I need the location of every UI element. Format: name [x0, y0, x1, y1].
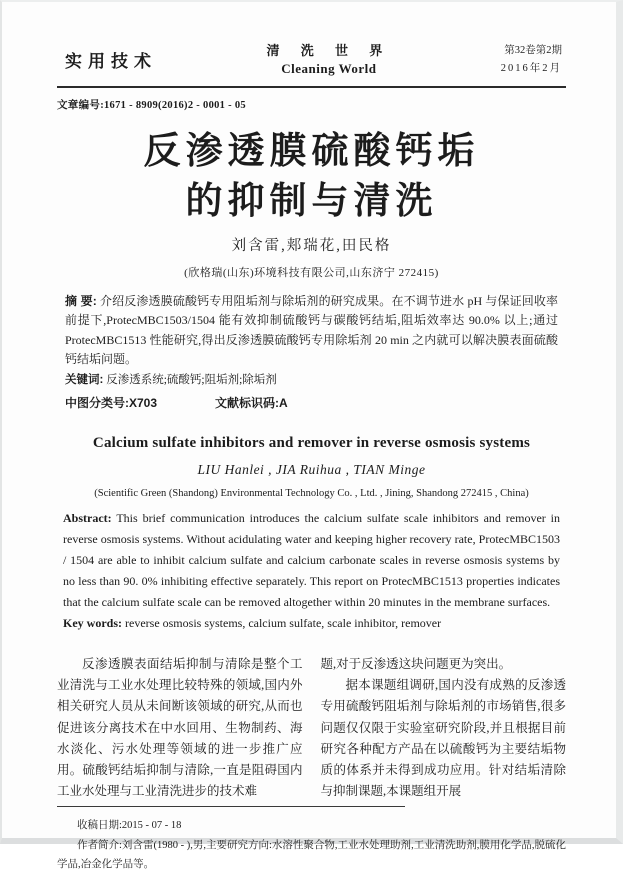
journal-title	[266, 42, 391, 77]
body-columns	[57, 654, 566, 803]
classification-line	[65, 394, 558, 411]
article-number: 文章编号:1671 - 8909(2016)2 - 0001 - 05	[57, 99, 246, 111]
abstract-en-text: This brief communication introduces the calcium sulfate scale inhibitors and remover in reverse osmosis systems. Without acidulating water and keeping higher recovery rate, ProtecMBC1503 / 1504 are able to inhibit calcium sulfate and calcium carbonate scales in reverse osmosis systems by no less than 90. 0% inhibiting effective separately. This report on ProtecMBC1513 properties indicates that the calcium sulfate scale can be removed altogether within 20 minutes in the membrane surfaces.	[63, 510, 560, 609]
article-title-cn-line2: 的抑制与清洗	[185, 179, 438, 221]
keywords-cn-text: 反渗透系统;硫酸钙;阻垢剂;除垢剂	[106, 373, 277, 386]
abstract-cn-label: 摘 要:	[65, 293, 97, 308]
keywords-en-text: reverse osmosis systems, calcium sulfate, scale inhibitor, remover	[125, 615, 442, 630]
article-title-cn-line1: 反渗透膜硫酸钙垢	[143, 129, 480, 171]
doc-code-label: 文献标识码:	[215, 395, 280, 410]
footnote	[57, 816, 566, 874]
journal-title-en: Cleaning World	[281, 60, 377, 76]
received-date: 收稿日期:2015 - 07 - 18	[77, 819, 182, 831]
authors-cn: 刘含雷,郏瑞花,田民格	[231, 237, 392, 254]
abstract-en	[63, 508, 560, 613]
footnote-separator	[57, 806, 405, 807]
affiliation-en: (Scientific Green (Shandong) Environmental Technology Co. , Ltd. , Jining, Shandong 272415 , China)	[94, 487, 529, 499]
journal-header	[57, 2, 566, 88]
body-paragraph-1: 反渗透膜表面结垢抑制与清除是整个工业清洗与工业水处理比较特殊的领域,国内外相关研究人员从未间断该领域的研究,从而也促进该分离技术在中水回用、生物制药、海水淡化、污水处理等领域的进一步推广应用。硫酸钙结垢抑制与清除,一直是阻碍国内工业水处理与工业清洗进步的技术难	[57, 656, 303, 799]
article-title-en: Calcium sulfate inhibitors and remover in reverse osmosis systems	[92, 434, 531, 451]
body-left-column	[57, 654, 303, 803]
journal-date: 2016年2月	[500, 62, 562, 74]
body-paragraph-1-continued: 题,对于反渗透这块问题更为突出。	[320, 656, 512, 671]
abstract-cn	[65, 292, 558, 370]
abstract-cn-text: 介绍反渗透膜硫酸钙专用阻垢剂与除垢剂的研究成果。在不调节进水 pH 与保证回收率前提下,ProtecMBC1503/1504 能有效抑制硫酸钙与碳酸钙结垢,阻垢效率达 90.0% 以上;通过 ProtecMBC1513 性能研究,得出反渗透膜硫酸钙专用除垢剂 20 min 之内就可以解决膜表面硫酸钙结垢问题。	[65, 293, 559, 367]
keywords-cn	[65, 371, 558, 390]
keywords-en	[63, 613, 560, 634]
body-paragraph-2: 据本课题组调研,国内没有成熟的反渗透专用硫酸钙阻垢剂与除垢剂的市场销售,很多问题仅仅限于实验室研究阶段,并且根据目前研究各种配方产品在以硫酸钙为主要结垢物质的体系并未得到成功应用。针对结垢清除与抑制课题,本课题组开展	[320, 677, 566, 799]
keywords-en-label: Key words:	[63, 615, 122, 630]
journal-section-label: 实用技术	[65, 52, 157, 72]
clc-label: 中图分类号:	[65, 395, 129, 410]
author-bio: 作者简介:刘含雷(1980 - ),男,主要研究方向:水溶性聚合物,工业水处理助剂,工业清洗助剂,膜用化学品,脱硫化学品,冶金化学品等。	[57, 839, 566, 870]
keywords-cn-label: 关键词:	[65, 373, 104, 386]
journal-issue-info	[501, 42, 566, 78]
article-title-cn	[57, 126, 566, 226]
journal-volume-issue: 第32卷第2期	[504, 45, 562, 56]
clc-value: X703	[129, 395, 158, 410]
body-right-column	[321, 654, 567, 803]
doc-code-value: A	[279, 395, 288, 410]
abstract-en-label: Abstract:	[63, 510, 112, 525]
authors-en: LIU Hanlei , JIA Ruihua , TIAN Minge	[197, 461, 426, 477]
journal-title-cn: 清 洗 世 界	[266, 43, 392, 59]
affiliation-cn: (欣格瑞(山东)环境科技有限公司,山东济宁 272415)	[184, 266, 439, 279]
